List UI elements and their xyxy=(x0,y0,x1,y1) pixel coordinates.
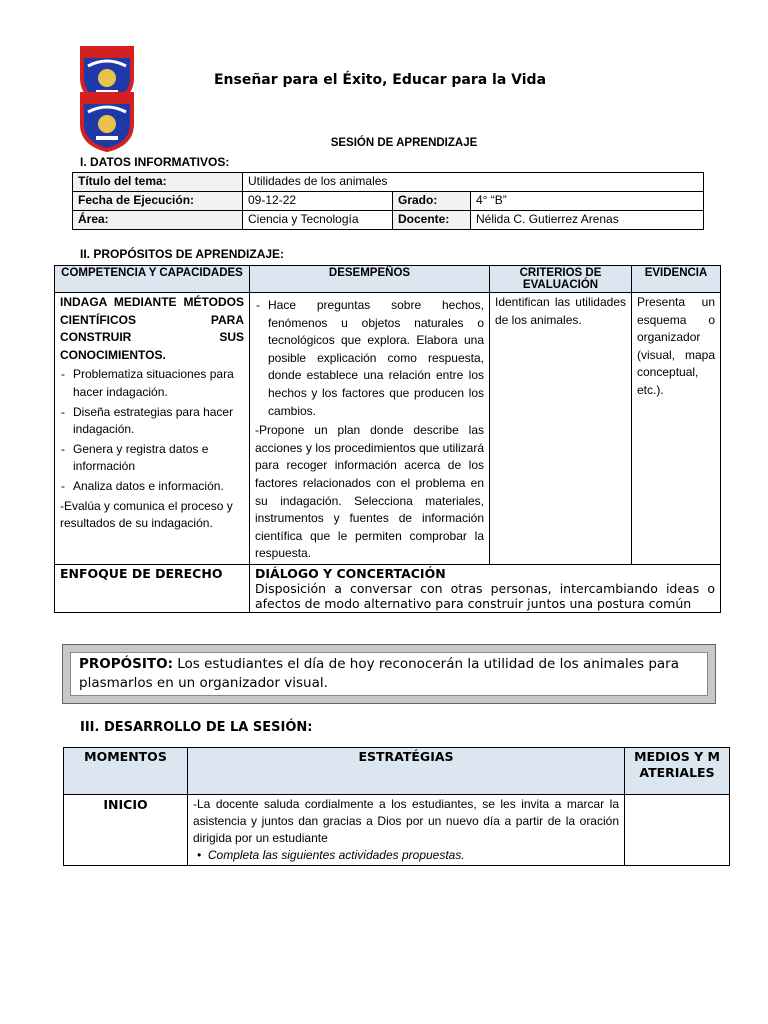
table-row xyxy=(73,192,704,211)
section-datos-heading: I. DATOS INFORMATIVOS: xyxy=(80,155,230,169)
table-row xyxy=(64,795,730,866)
desempeno-plan: -Propone un plan donde describe las acciones y los procedimientos que utilizará para recoger información acerca de los factores relacionados con el problema en su indagación. Selecciona materiales, instrumentos y fuentes de información científica que le permiten comprobar la respuesta. xyxy=(255,423,484,561)
docente-value: Nélida C. Gutierrez Arenas xyxy=(471,211,704,230)
motto: Enseñar para el Éxito, Educar para la Vida xyxy=(213,72,547,88)
col-momentos: MOMENTOS xyxy=(64,748,188,795)
tema-value: Utilidades de los animales xyxy=(243,173,704,192)
proposito-box xyxy=(62,644,716,704)
criterio-text: Identifican las utilidades de los animales. xyxy=(490,293,632,565)
docente-label: Docente: xyxy=(393,211,471,230)
inicio-bullet: Completa las siguientes actividades propuestas. xyxy=(207,848,465,862)
bullet-icon: • xyxy=(197,848,208,862)
evidencia-text: Presenta un esquema o organizador (visual, mapa conceptual, etc.). xyxy=(632,293,721,565)
list-item: - Problematiza situaciones para hacer indagación. xyxy=(60,366,244,401)
col-evidencia: EVIDENCIA xyxy=(632,266,721,293)
col-competencia: COMPETENCIA Y CAPACIDADES xyxy=(55,266,250,293)
list-item: - Genera y registra datos e información xyxy=(60,441,244,476)
desarrollo-table xyxy=(63,747,730,866)
col-medios: MEDIOS Y MATERIALES xyxy=(625,748,730,795)
table-row xyxy=(64,748,730,795)
section-desarrollo-heading: III. DESARROLLO DE LA SESIÓN: xyxy=(80,720,313,735)
list-item: - Diseña estrategias para hacer indagación. xyxy=(60,404,244,439)
proposito-label: PROPÓSITO: xyxy=(79,656,173,672)
area-value: Ciencia y Tecnología xyxy=(243,211,393,230)
enfoque-title: DIÁLOGO Y CONCERTACIÓN xyxy=(255,565,446,581)
inicio-text: -La docente saluda cordialmente a los estudiantes, se les invita a marcar la asistencia y juntos dan gracias a Dios por un nuevo día a partir de la oración dirigida por un estudiante xyxy=(193,797,619,845)
list-item: - Hace preguntas sobre hechos, fenómenos u objetos naturales o tecnológicos que explora. Elabora una posible explicación como respuesta, donde establece una relación entre los hechos y los factores que producen los cambios. xyxy=(255,297,484,420)
inicio-label: INICIO xyxy=(64,795,188,866)
desempenos-list xyxy=(255,297,484,420)
medios-cell xyxy=(625,795,730,866)
table-row xyxy=(55,564,721,612)
table-row xyxy=(55,293,721,565)
grado-value: 4° “B” xyxy=(471,192,704,211)
col-desempenos: DESEMPEÑOS xyxy=(250,266,490,293)
proposito-text: Los estudiantes el día de hoy reconocerán la utilidad de los animales para plasmarlos en un organizador visual. xyxy=(79,656,680,691)
fecha-label: Fecha de Ejecución: xyxy=(73,192,243,211)
competencia-title: INDAGA MEDIANTE MÉTODOS CIENTÍFICOS PARA CONSTRUIR SUS CONOCIMIENTOS. xyxy=(60,295,244,362)
session-title: SESIÓN DE APRENDIZAJE xyxy=(330,137,478,149)
col-estrategias: ESTRATÉGIAS xyxy=(188,748,625,795)
table-row xyxy=(73,173,704,192)
area-label: Área: xyxy=(73,211,243,230)
col-criterios: CRITERIOS DE EVALUACIÓN xyxy=(490,266,632,293)
enfoque-text: Disposición a conversar con otras personas, intercambiando ideas o afectos de modo alternativo para construir juntos una postura común xyxy=(255,580,715,611)
tema-label: Título del tema: xyxy=(73,173,243,192)
capacidad-last: -Evalúa y comunica el proceso y resultados de su indagación. xyxy=(60,498,233,531)
section-propositos-heading: II. PROPÓSITOS DE APRENDIZAJE: xyxy=(80,247,285,261)
table-row xyxy=(55,266,721,293)
enfoque-label: ENFOQUE DE DERECHO xyxy=(55,564,250,612)
fecha-value: 09-12-22 xyxy=(243,192,393,211)
datos-table xyxy=(72,172,704,230)
capacidades-list xyxy=(60,366,244,495)
propositos-table xyxy=(54,265,721,613)
list-item: - Analiza datos e información. xyxy=(60,478,244,496)
table-row xyxy=(73,211,704,230)
grado-label: Grado: xyxy=(393,192,471,211)
